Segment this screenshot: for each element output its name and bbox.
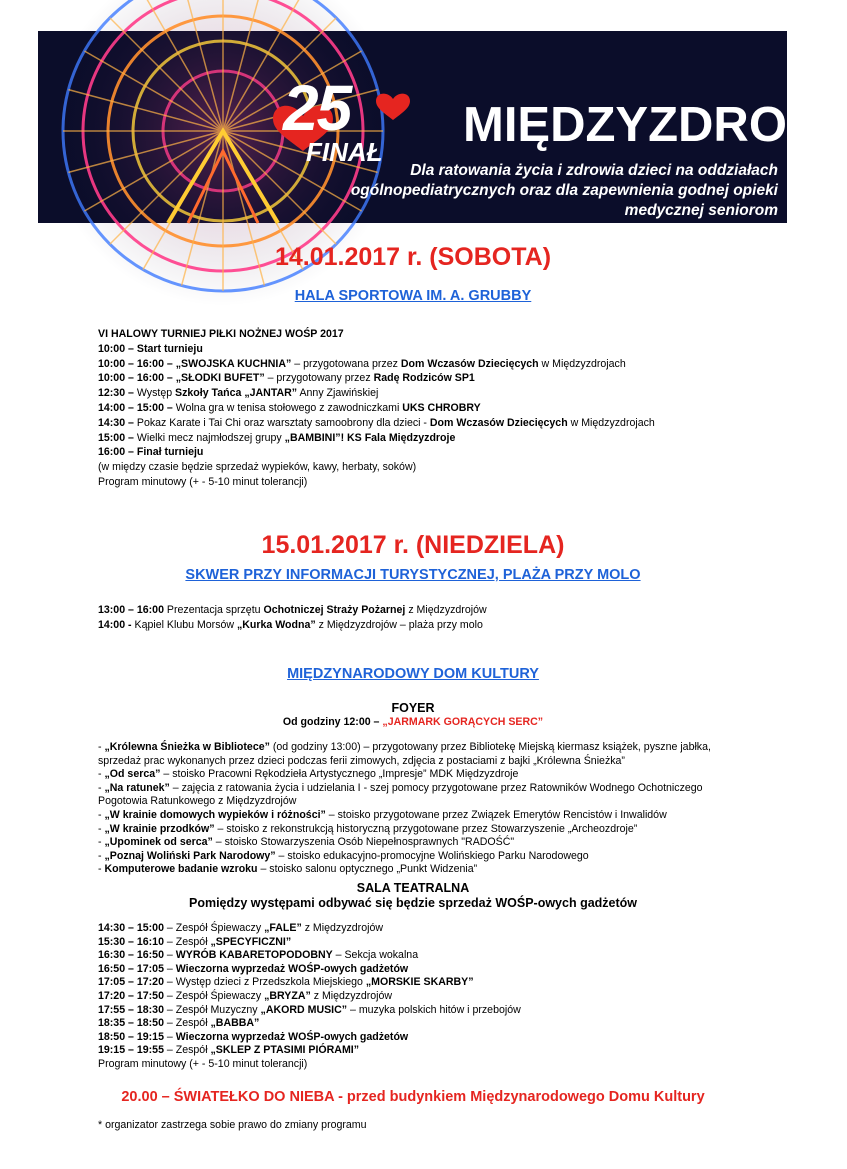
program-item: 16:00 – Finał turnieju — [98, 446, 204, 459]
foyer-item: - „W krainie przodków” – stoisko z rekonstrukcją historyczną przygotowane przez Stowarzyszenie „Archeozdroje” — [98, 822, 638, 835]
foyer-heading: FOYER — [391, 701, 435, 715]
theater-item: 17:20 – 17:50 – Zespół Śpiewaczy „BRYZA” z Międzyzdrojów — [98, 989, 393, 1002]
theater-item: 15:30 – 16:10 – Zespół „SPECYFICZNI” — [98, 935, 292, 948]
list-item: 13:00 – 16:00 Prezentacja sprzętu Ochotniczej Straży Pożarnej z Międzyzdrojów — [98, 604, 487, 616]
program-note: (w między czasie będzie sprzedaż wypieków, kawy, herbaty, soków) — [98, 461, 417, 474]
program-note: Program minutowy (+ - 5-10 minut tolerancji) — [98, 1057, 308, 1070]
day1-title: 14.01.2017 r. (SOBOTA) — [274, 243, 552, 271]
day2-outdoor — [98, 603, 487, 633]
foyer-list — [98, 741, 713, 877]
foyer-item: - „Poznaj Woliński Park Narodowy” – stoisko edukacyjno-promocyjne Wolińskiego Parku Narodowego — [98, 849, 589, 862]
day2-location-link[interactable]: SKWER PRZY INFORMACJI TURYSTYCZNEJ, PLAŻA PRZY MOLO — [185, 567, 641, 583]
list-item: 14:00 - Kąpiel Klubu Morsów „Kurka Wodna” z Międzyzdrojów – plaża przy molo — [98, 618, 483, 631]
theater-item: 18:35 – 18:50 – Zespół „BABBA” — [98, 1017, 260, 1030]
theater-item: 14:30 – 15:00 – Zespół Śpiewaczy „FALE” z Międzyzdrojów — [98, 922, 383, 934]
foyer-item: - „W krainie domowych wypieków i różności” – stoisko przygotowane przez Związek Emerytów Rencistów i Inwalidów — [98, 808, 667, 821]
foyer-item: - „Na ratunek” – zajęcia z ratowania życia i udzielania I - szej pomocy przygotowane przez Ratowników Wodnego Ochotniczego Pogotowia Ratunkowego z Międzyzdrojów — [98, 781, 703, 808]
program-item: 10:00 – Start turnieju — [98, 342, 203, 355]
program-note: Program minutowy (+ - 5-10 minut tolerancji) — [98, 475, 308, 488]
program-item: 14:30 – Pokaz Karate i Tai Chi oraz warsztaty samoobrony dla dzieci - Dom Wczasów Dziecięcych w Międzyzdrojach — [98, 416, 655, 429]
theater-subheading: Pomiędzy występami odbywać się będzie sprzedaż WOŚP-owych gadżetów — [188, 896, 638, 910]
program-item: 10:00 – 16:00 – „SWOJSKA KUCHNIA” – przygotowana przez Dom Wczasów Dziecięcych w Międzyzdrojach — [98, 357, 626, 370]
program-item: 14:00 – 15:00 – Wolna gra w tenisa stołowego z zawodniczkami UKS CHROBRY — [98, 401, 481, 414]
theater-item: 16:50 – 17:05 – Wieczorna wyprzedaż WOŚP-owych gadżetów — [98, 962, 409, 975]
day1-location-link[interactable]: HALA SPORTOWA IM. A. GRUBBY — [294, 288, 532, 304]
program-item: 12:30 – Występ Szkoły Tańca „JANTAR” Anny Zjawińskiej — [98, 387, 379, 400]
header-banner — [38, 31, 847, 223]
finale-event: 20.00 – ŚWIATEŁKO DO NIEBA - przed budynkiem Międzynarodowego Domu Kultury — [121, 1089, 705, 1105]
foyer-subheading: Od godziny 12:00 – „JARMARK GORĄCYCH SERC” — [282, 716, 544, 728]
tournament-heading: VI HALOWY TURNIEJ PIŁKI NOŻNEJ WOŚP 2017 — [98, 328, 344, 340]
foyer-item: - „Od serca” – stoisko Pracowni Rękodzieła Artystycznego „Impresje” MDK Międzyzdroje — [98, 768, 519, 781]
theater-item: 17:05 – 17:20 – Występ dzieci z Przedszkola Miejskiego „MORSKIE SKARBY” — [98, 976, 474, 989]
final-word: FINAŁ — [306, 137, 383, 167]
day1-program — [98, 327, 655, 490]
program-item: 15:00 – Wielki mecz najmłodszej grupy „BAMBINI”! KS Fala Międzyzdroje — [98, 431, 456, 444]
theater-item: 19:15 – 19:55 – Zespół „SKLEP Z PTASIMI PIÓRAMI” — [98, 1044, 360, 1057]
foyer-item: - „Królewna Śnieżka w Bibliotece” (od godziny 13:00) – przygotowany przez Bibliotekę Miejską kiermasz książek, pyszne jabłka, sprzedaż prac wykonanych przez dzieci podczas ferii zimowych, zdjęcia z postaciami z bajki „Królewna Śnieżka” — [98, 741, 711, 767]
theater-item: 16:30 – 16:50 – WYRÓB KABARETOPODOBNY – Sekcja wokalna — [98, 949, 419, 962]
footnote: * organizator zastrzega sobie prawo do zmiany programu — [98, 1119, 367, 1131]
foyer-item: - Komputerowe badanie wzroku – stoisko salonu optycznego „Punkt Widzenia” — [98, 863, 478, 876]
day2-title: 15.01.2017 r. (NIEDZIELA) — [261, 531, 565, 559]
theater-program — [98, 922, 521, 1072]
program-item: 10:00 – 16:00 – „SŁODKI BUFET” – przygotowany przez Radę Rodziców SP1 — [98, 372, 475, 385]
banner-subtitle: Dla ratowania życia i zdrowia dzieci na oddziałach ogólnopediatrycznych oraz dla zapewnienia godnej opieki medycznej seniorom — [350, 162, 778, 219]
theater-item: 17:55 – 18:30 – Zespół Muzyczny „AKORD MUSIC” – muzyka polskich hitów i przebojów — [98, 1003, 521, 1016]
theater-heading: SALA TEATRALNA — [356, 881, 470, 895]
final-number: 25 — [283, 72, 351, 144]
theater-item: 18:50 – 19:15 – Wieczorna wyprzedaż WOŚP-owych gadżetów — [98, 1030, 409, 1043]
town-title: MIĘDZYZDROJE — [463, 98, 847, 152]
foyer-item: - „Upominek od serca” – stoisko Stowarzyszenia Osób Niepełnosprawnych "RADOŚĆ" — [98, 836, 515, 849]
mdk-location-link[interactable]: MIĘDZYNARODOWY DOM KULTURY — [287, 666, 539, 682]
